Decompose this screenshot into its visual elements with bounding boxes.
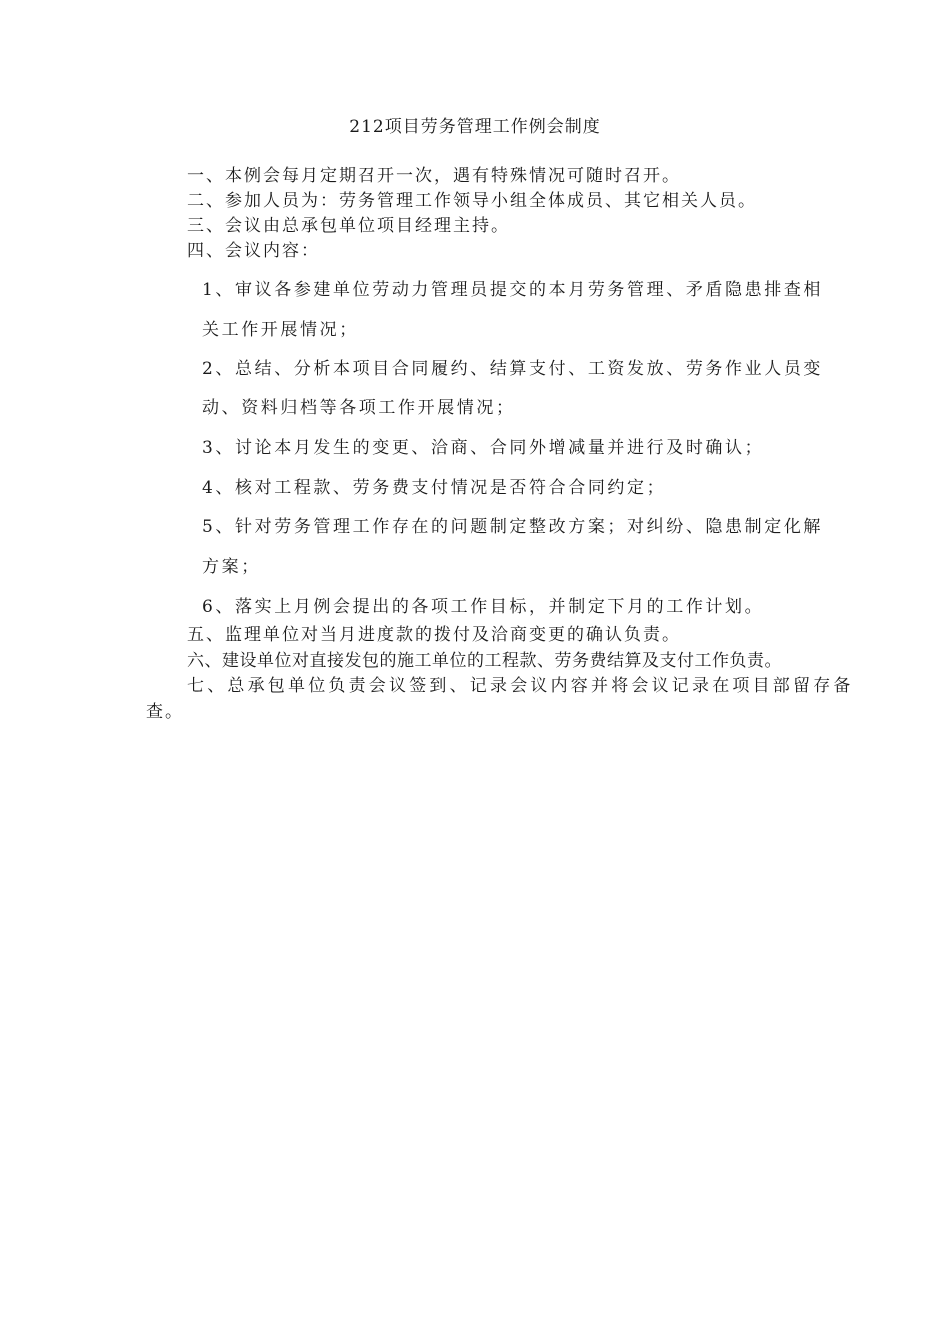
item-6: 6、落实上月例会提出的各项工作目标，并制定下月的工作计划。 xyxy=(202,597,765,617)
section-5: 五、监理单位对当月进度款的拨付及洽商变更的确认负责。 xyxy=(187,625,681,645)
item-2-line-2: 动、资料归档等各项工作开展情况； xyxy=(202,398,516,418)
item-2-line-1: 2、总结、分析本项目合同履约、结算支付、工资发放、劳务作业人员变 xyxy=(202,359,824,379)
item-3: 3、讨论本月发生的变更、洽商、合同外增减量并进行及时确认； xyxy=(202,438,765,458)
section-2: 二、参加人员为：劳务管理工作领导小组全体成员、其它相关人员。 xyxy=(187,191,757,211)
section-1: 一、本例会每月定期召开一次，遇有特殊情况可随时召开。 xyxy=(187,166,681,186)
item-4: 4、核对工程款、劳务费支付情况是否符合合同约定； xyxy=(202,478,667,498)
section-6: 六、建设单位对直接发包的施工单位的工程款、劳务费结算及支付工作负责。 xyxy=(187,651,782,671)
item-1-line-2: 关工作开展情况； xyxy=(202,320,359,340)
item-1-line-1: 1、审议各参建单位劳动力管理员提交的本月劳务管理、矛盾隐患排查相 xyxy=(202,280,824,300)
section-7-line-1: 七、总承包单位负责会议签到、记录会议内容并将会议记录在项目部留存备 xyxy=(187,676,854,696)
section-7-line-2: 查。 xyxy=(146,702,184,722)
item-5-line-2: 方案； xyxy=(202,557,261,577)
section-3: 三、会议由总承包单位项目经理主持。 xyxy=(187,216,510,236)
section-4: 四、会议内容： xyxy=(187,241,320,261)
item-5-line-1: 5、针对劳务管理工作存在的问题制定整改方案；对纠纷、隐患制定化解 xyxy=(202,517,824,537)
document-title: 212项目劳务管理工作例会制度 xyxy=(349,117,601,137)
